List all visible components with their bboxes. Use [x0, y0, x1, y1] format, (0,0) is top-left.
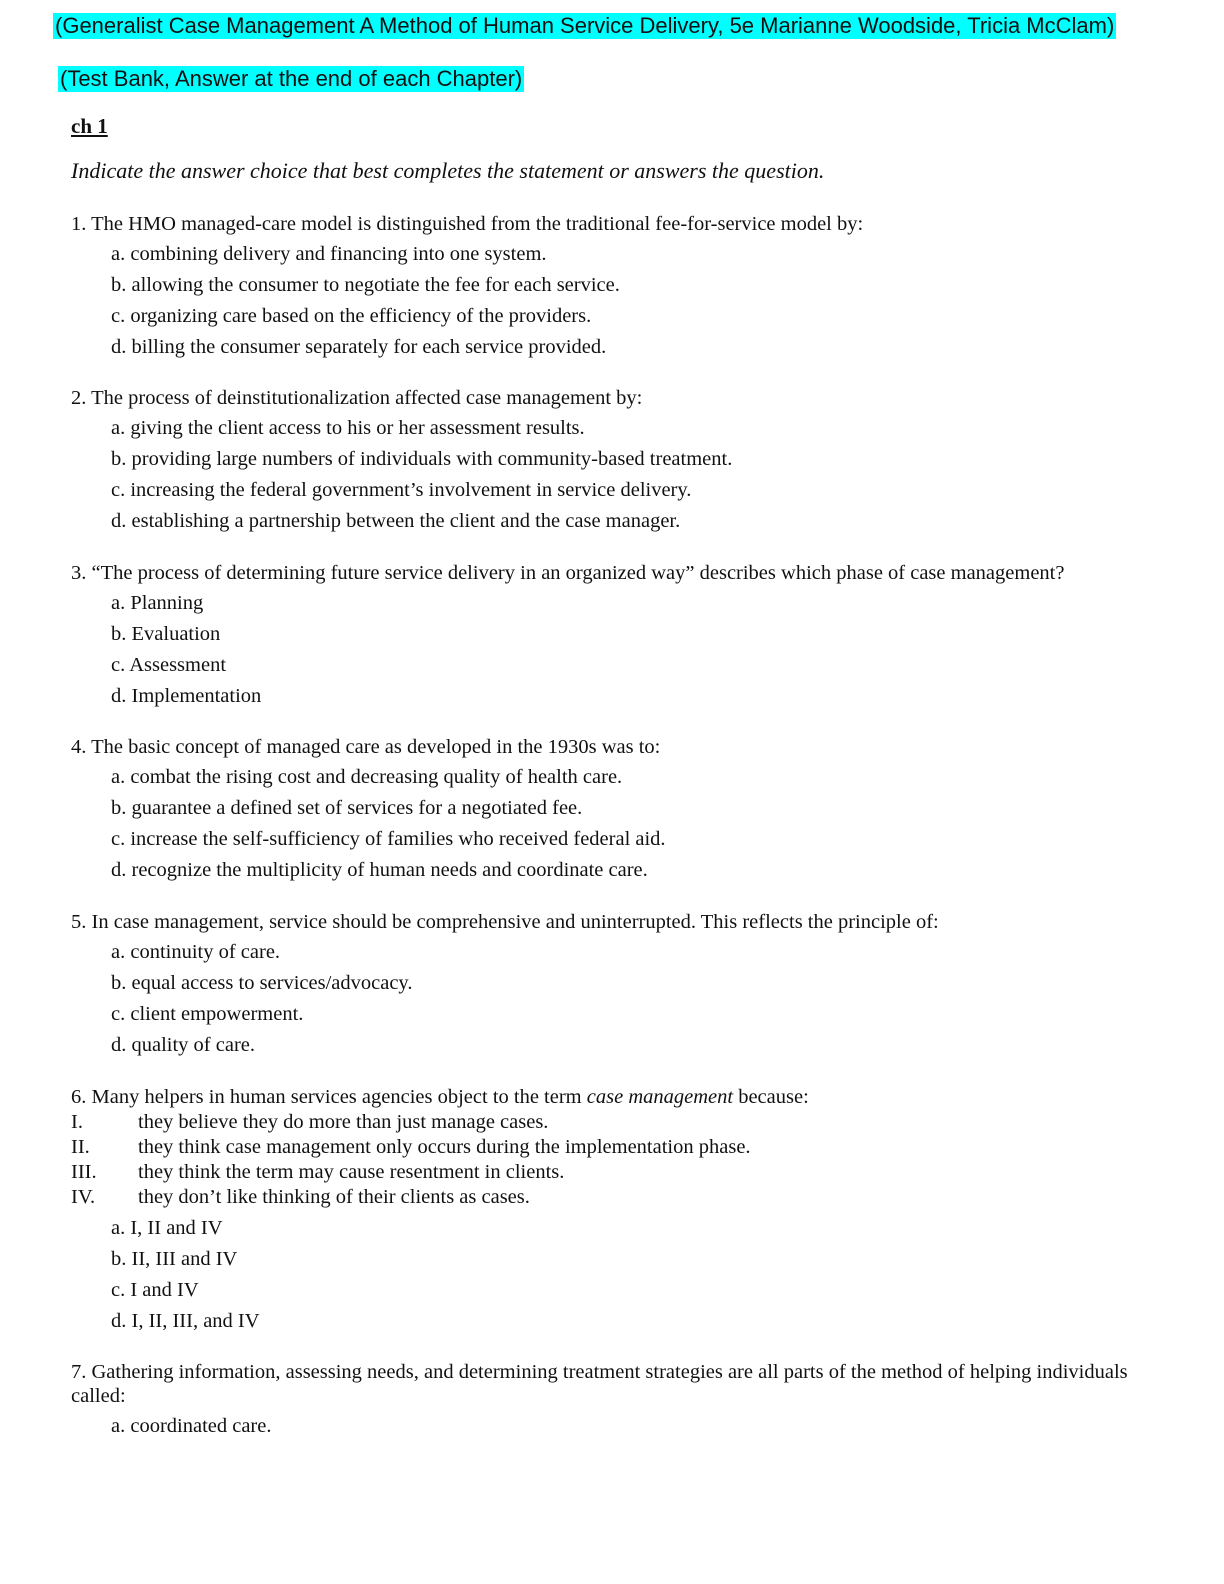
statement-text: they think case management only occurs during the implementation phase. — [138, 1136, 751, 1158]
roman-numeral: II. — [71, 1136, 90, 1158]
answer-option-d: d. billing the consumer separately for each service provided. — [111, 336, 607, 358]
stem-italic-term: case management — [586, 1086, 734, 1108]
question-5 — [71, 910, 1191, 1061]
roman-statement-3 — [71, 1160, 1191, 1185]
answer-option-d: d. I, II, III, and IV — [111, 1310, 260, 1332]
answer-option-d: d. quality of care. — [111, 1034, 256, 1056]
answer-option-a: a. I, II and IV — [111, 1217, 223, 1239]
instructions: Indicate the answer choice that best completes the statement or answers the question. — [71, 158, 825, 183]
question-stem: 5. In case management, service should be comprehensive and uninterrupted. This reflects the principle of: — [71, 911, 939, 933]
chapter-heading: ch 1 — [71, 114, 108, 138]
roman-statement-4 — [71, 1185, 1191, 1210]
question-6 — [71, 1085, 1191, 1337]
statement-text: they don’t like thinking of their clients as cases. — [138, 1186, 530, 1208]
question-3 — [71, 561, 1191, 712]
answer-option-c: c. increase the self-sufficiency of families who received federal aid. — [111, 828, 666, 850]
answer-option-a: a. Planning — [111, 592, 204, 614]
roman-statement-2 — [71, 1135, 1191, 1160]
answer-option-c: c. increasing the federal government’s involvement in service delivery. — [111, 479, 692, 501]
answer-option-b: b. II, III and IV — [111, 1248, 238, 1270]
answer-option-a: a. combat the rising cost and decreasing quality of health care. — [111, 766, 623, 788]
document-title-highlight: (Generalist Case Management A Method of Human Service Delivery, 5e Marianne Woodside, Tricia McClam) — [55, 13, 1115, 38]
answer-option-b: b. Evaluation — [111, 623, 221, 645]
answer-option-d: d. recognize the multiplicity of human needs and coordinate care. — [111, 859, 648, 881]
answer-option-d: d. establishing a partnership between the client and the case manager. — [111, 510, 681, 532]
answer-option-b: b. guarantee a defined set of services for a negotiated fee. — [111, 797, 583, 819]
answer-option-a: a. giving the client access to his or her assessment results. — [111, 417, 585, 439]
answer-option-b: b. providing large numbers of individuals with community-based treatment. — [111, 448, 733, 470]
answer-option-d: d. Implementation — [111, 685, 262, 707]
document-subtitle-highlight: (Test Bank, Answer at the end of each Chapter) — [60, 66, 523, 91]
roman-statement-1 — [71, 1110, 1191, 1135]
answer-option-c: c. organizing care based on the efficiency of the providers. — [111, 305, 592, 327]
roman-numeral: I. — [71, 1111, 83, 1133]
roman-numeral: IV. — [71, 1186, 96, 1208]
answer-option-c: c. Assessment — [111, 654, 227, 676]
stem-text-before: 6. Many helpers in human services agencies object to the term — [71, 1086, 587, 1108]
answer-option-b: b. equal access to services/advocacy. — [111, 972, 413, 994]
question-stem — [71, 1085, 1191, 1109]
answer-option-b: b. allowing the consumer to negotiate the fee for each service. — [111, 274, 620, 296]
roman-numeral: III. — [71, 1161, 97, 1183]
stem-text-after: because: — [733, 1086, 809, 1108]
question-stem: 4. The basic concept of managed care as developed in the 1930s was to: — [71, 736, 661, 758]
answer-option-c: c. client empowerment. — [111, 1003, 304, 1025]
question-7 — [71, 1360, 1131, 1442]
question-stem: 1. The HMO managed-care model is distinguished from the traditional fee-for-service model by: — [71, 213, 864, 235]
question-2 — [71, 386, 1191, 537]
answer-option-c: c. I and IV — [111, 1279, 199, 1301]
question-1 — [71, 212, 1191, 363]
answer-option-a: a. combining delivery and financing into one system. — [111, 243, 547, 265]
statement-text: they believe they do more than just manage cases. — [138, 1111, 549, 1133]
question-stem: 3. “The process of determining future service delivery in an organized way” describes which phase of case management? — [71, 562, 1065, 584]
statement-text: they think the term may cause resentment in clients. — [138, 1161, 565, 1183]
answer-option-a: a. continuity of care. — [111, 941, 281, 963]
question-4 — [71, 735, 1191, 886]
question-stem: 2. The process of deinstitutionalization affected case management by: — [71, 387, 643, 409]
answer-option-a: a. coordinated care. — [111, 1415, 272, 1437]
question-stem: 7. Gathering information, assessing needs, and determining treatment strategies are all parts of the method of helping individuals called: — [71, 1361, 1128, 1407]
